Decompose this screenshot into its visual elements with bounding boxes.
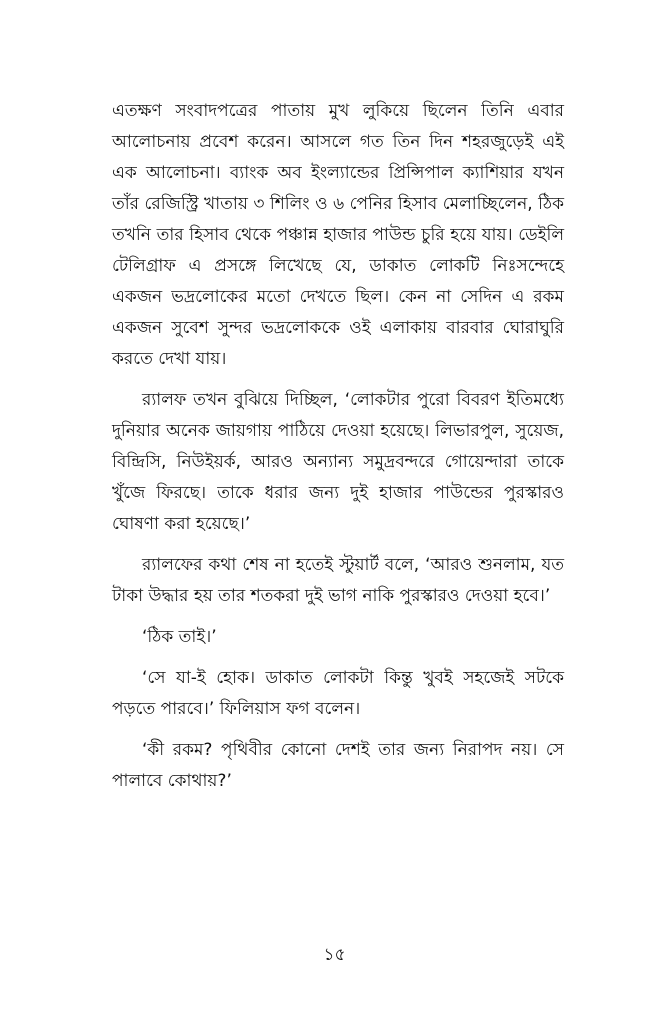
paragraph-4: ‘ঠিক তাই।’ (142, 627, 217, 647)
paragraph-2: র‍্যালফ তখন বুঝিয়ে দিচ্ছিল, ‘লোকটার পুরো বিবরণ ইতিমধ্যে দুনিয়ার অনেক জায়গায় পাঠিয়ে দেওয়া হয়েছে। লিভারপুল, সুয়েজ, বিন্দ্রিসি, নিউইয়র্ক, আরও অন্যান্য সমুদ্রবন্দরে গোয়েন্দারা তাকে খুঁজে ফিরছে। তাকে ধরার জন্য দুই হাজার পাউন্ডের পুরস্কারও ঘোষণা করা হয়েছে।’ (112, 390, 564, 534)
paragraph-1: এতক্ষণ সংবাদপত্রের পাতায় মুখ লুকিয়ে ছিলেন তিনি এবার আলোচনায় প্রবেশ করেন। আসলে গত তিন দিন শহরজুড়েই এই এক আলোচনা। ব্যাংক অব ইংল্যান্ডের প্রিন্সিপাল ক্যাশিয়ার যখন তাঁর রেজিস্ট্রি খাতায় ৩ শিলিং ও ৬ পেনির হিসাব মেলাচ্ছিলেন, ঠিক তখনি তার হিসাব থেকে পঞ্চান্ন হাজার পাউন্ড চুরি হয়ে যায়। ডেইলি টেলিগ্রাফ এ প্রসঙ্গে লিখেছে যে, ডাকাত লোকটি নিঃসন্দেহে একজন ভদ্রলোকের মতো দেখতে ছিল। কেন না সেদিন এ রকম একজন সুবেশ সুন্দর ভদ্রলোককে ওই এলাকায় বারবার ঘোরাঘুরি করতে দেখা যায়। (112, 101, 564, 369)
page-number: ১৫ (323, 945, 346, 965)
paragraph-5: ‘সে যা-ই হোক। ডাকাত লোকটা কিন্তু খুবই সহজেই সটকে পড়তে পারবে।’ ফিলিয়াস ফগ বলেন। (112, 668, 564, 719)
paragraph-3: র‍্যালফের কথা শেষ না হতেই স্টুয়ার্ট বলে, ‘আরও শুনলাম, যত টাকা উদ্ধার হয় তার শতকরা দুই ভাগ নাকি পুরস্কারও দেওয়া হবে।’ (112, 555, 564, 606)
paragraph-6: ‘কী রকম? পৃথিবীর কোনো দেশই তার জন্য নিরাপদ নয়। সে পালাবে কোথায়?’ (112, 740, 564, 791)
page-body (112, 96, 564, 807)
